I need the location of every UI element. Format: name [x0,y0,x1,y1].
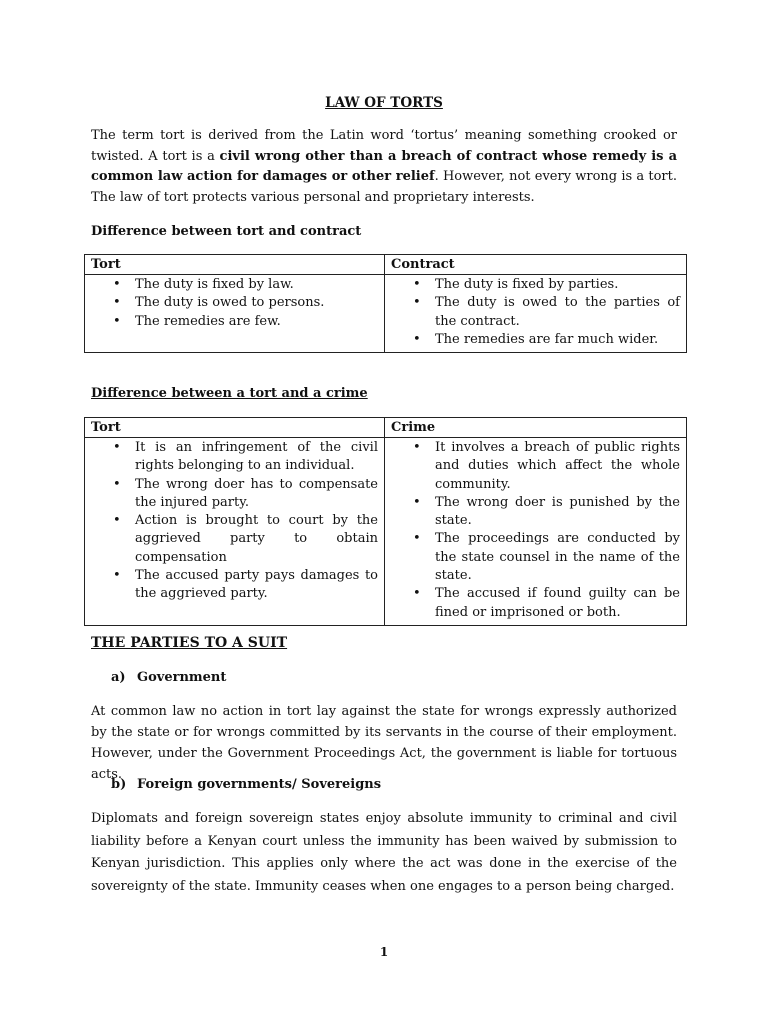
list-item: • Action is brought to court by the aggrieved party to obtain compensation [135,512,378,567]
intro-text-end: . However, not every wrong is a tort. The law of tort protects various personal and proprietary interests. [91,169,677,205]
tort-list [91,439,378,604]
crime-cell [385,438,687,626]
list-item: • The wrong doer has to compensate the injured party. [135,476,378,513]
list-item: • The duty is owed to the parties of the contract. [435,294,680,331]
list-item: • The accused if found guilty can be fined or imprisoned or both. [435,585,680,622]
crime-list [391,439,680,622]
parties-section-heading: THE PARTIES TO A SUIT [91,635,288,651]
list-item: • It is an infringement of the civil rights belonging to an individual. [135,439,378,476]
tort-crime-heading: Difference between a tort and a crime [91,386,368,401]
tort-column-header: Tort [85,418,385,438]
table-header-row [85,418,687,438]
subheading-label: b) [111,777,127,792]
list-item: • The duty is fixed by law. [135,276,378,294]
foreign-governments-subheading [111,775,381,795]
tort-list [91,276,378,331]
subheading-title: Foreign governments/ Sovereigns [137,777,382,792]
document-title: LAW OF TORTS [325,95,443,111]
tort-contract-heading: Difference between tort and contract [91,224,362,239]
subheading-label: a) [111,670,126,685]
list-item: • The wrong doer is punished by the state. [435,494,680,531]
crime-column-header: Crime [385,418,687,438]
page-number: 1 [379,945,389,959]
list-item: • The duty is owed to persons. [135,294,378,312]
government-subheading [111,668,226,688]
government-paragraph: At common law no action in tort lay against the state for wrongs expressly authorized by the state or for wrongs committed by its servants in the course of their employment. However, under the Government Proceedings Act, the government is liable for tortuous acts. [91,704,677,782]
tort-contract-table [84,254,687,353]
intro-bold-definition: civil wrong other than a breach of contract whose remedy is a common law action for damages or other relief [91,148,678,184]
list-item: • The remedies are few. [135,313,378,331]
tort-cell [85,438,385,626]
table-header-row [85,255,687,275]
table-row [85,275,687,353]
contract-cell [385,275,687,353]
table-row [85,438,687,626]
list-item: • The accused party pays damages to the aggrieved party. [135,567,378,604]
tort-crime-table [84,417,687,626]
contract-list [391,276,680,349]
subheading-title: Government [137,670,227,685]
list-item: • The proceedings are conducted by the state counsel in the name of the state. [435,530,680,585]
intro-text-start: The term tort is derived from the Latin word ‘tortus’ meaning something crooked or twisted. A tort is a [91,128,677,164]
tort-column-header: Tort [85,255,385,275]
tort-cell [85,275,385,353]
list-item: • The remedies are far much wider. [435,331,680,349]
list-item: • It involves a breach of public rights and duties which affect the whole community. [435,439,680,494]
intro-paragraph [91,126,677,208]
contract-column-header: Contract [385,255,687,275]
list-item: • The duty is fixed by parties. [435,276,680,294]
foreign-governments-paragraph: Diplomats and foreign sovereign states enjoy absolute immunity to criminal and civil liability before a Kenyan court unless the immunity has been waived by submission to Kenyan jurisdiction. This applies only where the act was done in the exercise of the sovereignty of the state. Immunity ceases when one engages to a person being charged. [91,811,677,894]
